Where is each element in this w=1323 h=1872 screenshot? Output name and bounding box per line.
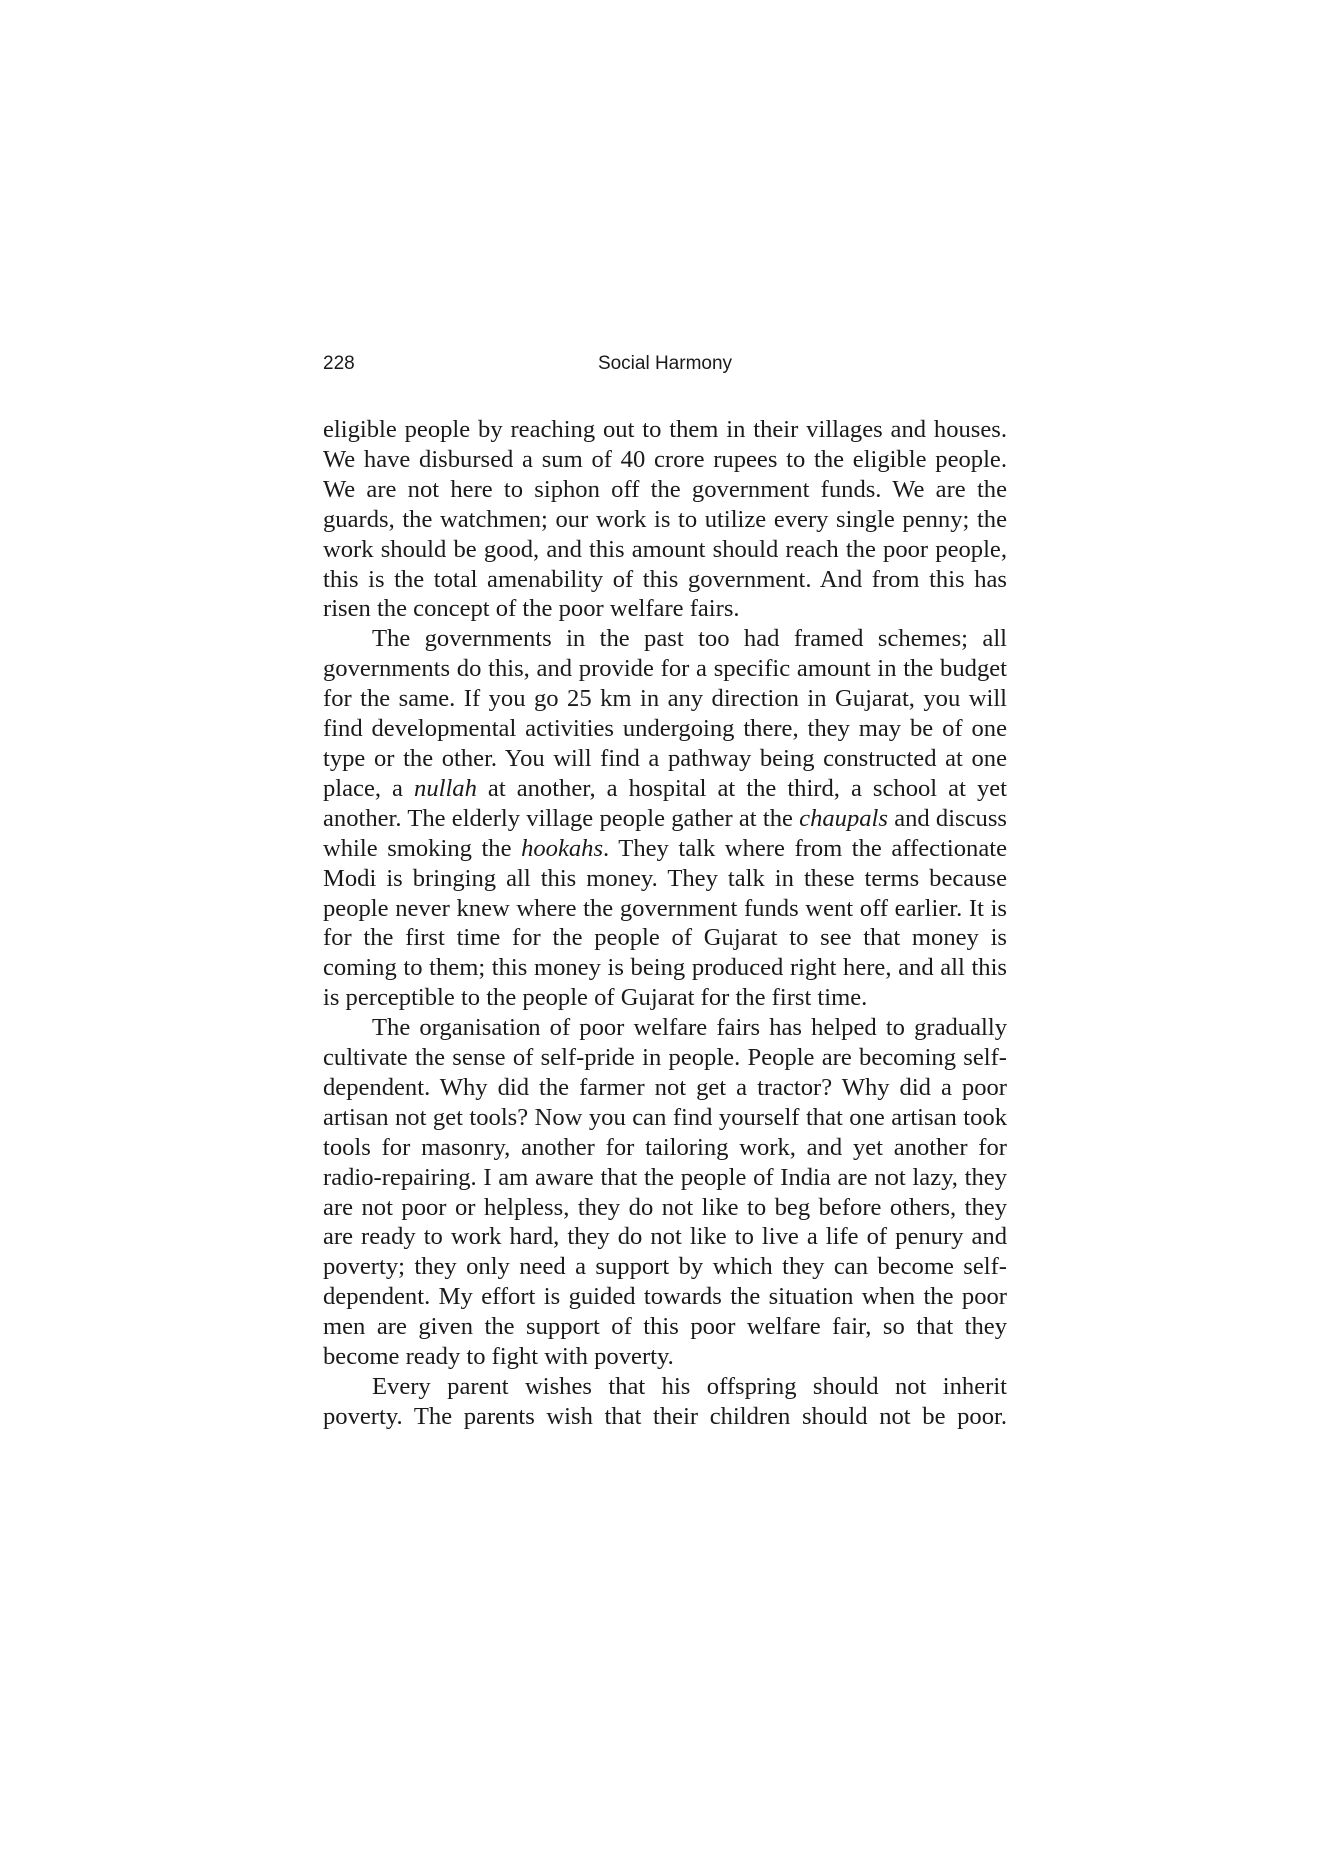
italic-term-chaupals: chaupals xyxy=(799,804,888,832)
running-title: Social Harmony xyxy=(597,353,733,374)
paragraph-1-text: eligible people by reaching out to them in their villages and houses. We have disbursed a sum of 40 crore rupees to the eligible people. We are not here to siphon off the government funds. We are the guards, the watchmen; our work is to utilize every single penny; the work should be good, and this amount should reach the poor people, this is the total amenability of this government. And from this has risen the concept of the poor welfare fairs. xyxy=(323,416,1007,623)
paragraph-4-text: Every parent wishes that his offspring should not inherit poverty. The parents wish that their children should not be poor. xyxy=(323,1373,1007,1430)
italic-term-nullah: nullah xyxy=(414,774,477,802)
paragraph-2-part-2: at another, a hospital at the third, a school at yet another. The elderly village people gather at the xyxy=(323,774,1007,832)
page-number: 228 xyxy=(323,353,355,374)
paragraph-2-part-1: The governments in the past too had framed schemes; all governments do this, and provide for a specific amount in the budget for the same. If you go 25 km in any direction in Gujarat, you will find developmental activities undergoing there, they may be of one type or the other. You will find a pathway being constructed at one place, a xyxy=(323,625,1007,802)
paragraph-3-text: The organisation of poor welfare fairs has helped to gradually cultivate the sense of self-pride in people. People are becoming self-dependent. Why did the farmer not get a tractor? Why did a poor artisan not get tools? Now you can find yourself that one artisan took tools for masonry, another for tailoring work, and yet another for radio-repairing. I am aware that the people of India are not lazy, they are not poor or helpless, they do not like to beg before others, they are ready to work hard, they do not like to live a life of penury and poverty; they only need a support by which they can become self-dependent. My effort is guided towards the situation when the poor men are given the support of this poor welfare fair, so that they become ready to fight with poverty. xyxy=(323,1014,1007,1371)
page-header xyxy=(323,353,1007,381)
italic-term-hookahs: hookahs xyxy=(521,834,604,862)
paragraph-3 xyxy=(323,1013,1007,1372)
paragraph-2-part-4: . They talk where from the affectionate Modi is bringing all this money. They talk in these terms because people never knew where the government funds went off earlier. It is for the first time for the people of Gujarat to see that money is coming to them; this money is being produced right here, and all this is perceptible to the people of Gujarat for the first time. xyxy=(323,834,1007,1012)
body-text xyxy=(323,415,1007,1432)
paragraph-4 xyxy=(323,1372,1007,1432)
paragraph-1 xyxy=(323,415,1007,624)
paragraph-2-part-3: and discuss while smoking the xyxy=(323,804,1007,862)
paragraph-2 xyxy=(323,624,1007,1013)
